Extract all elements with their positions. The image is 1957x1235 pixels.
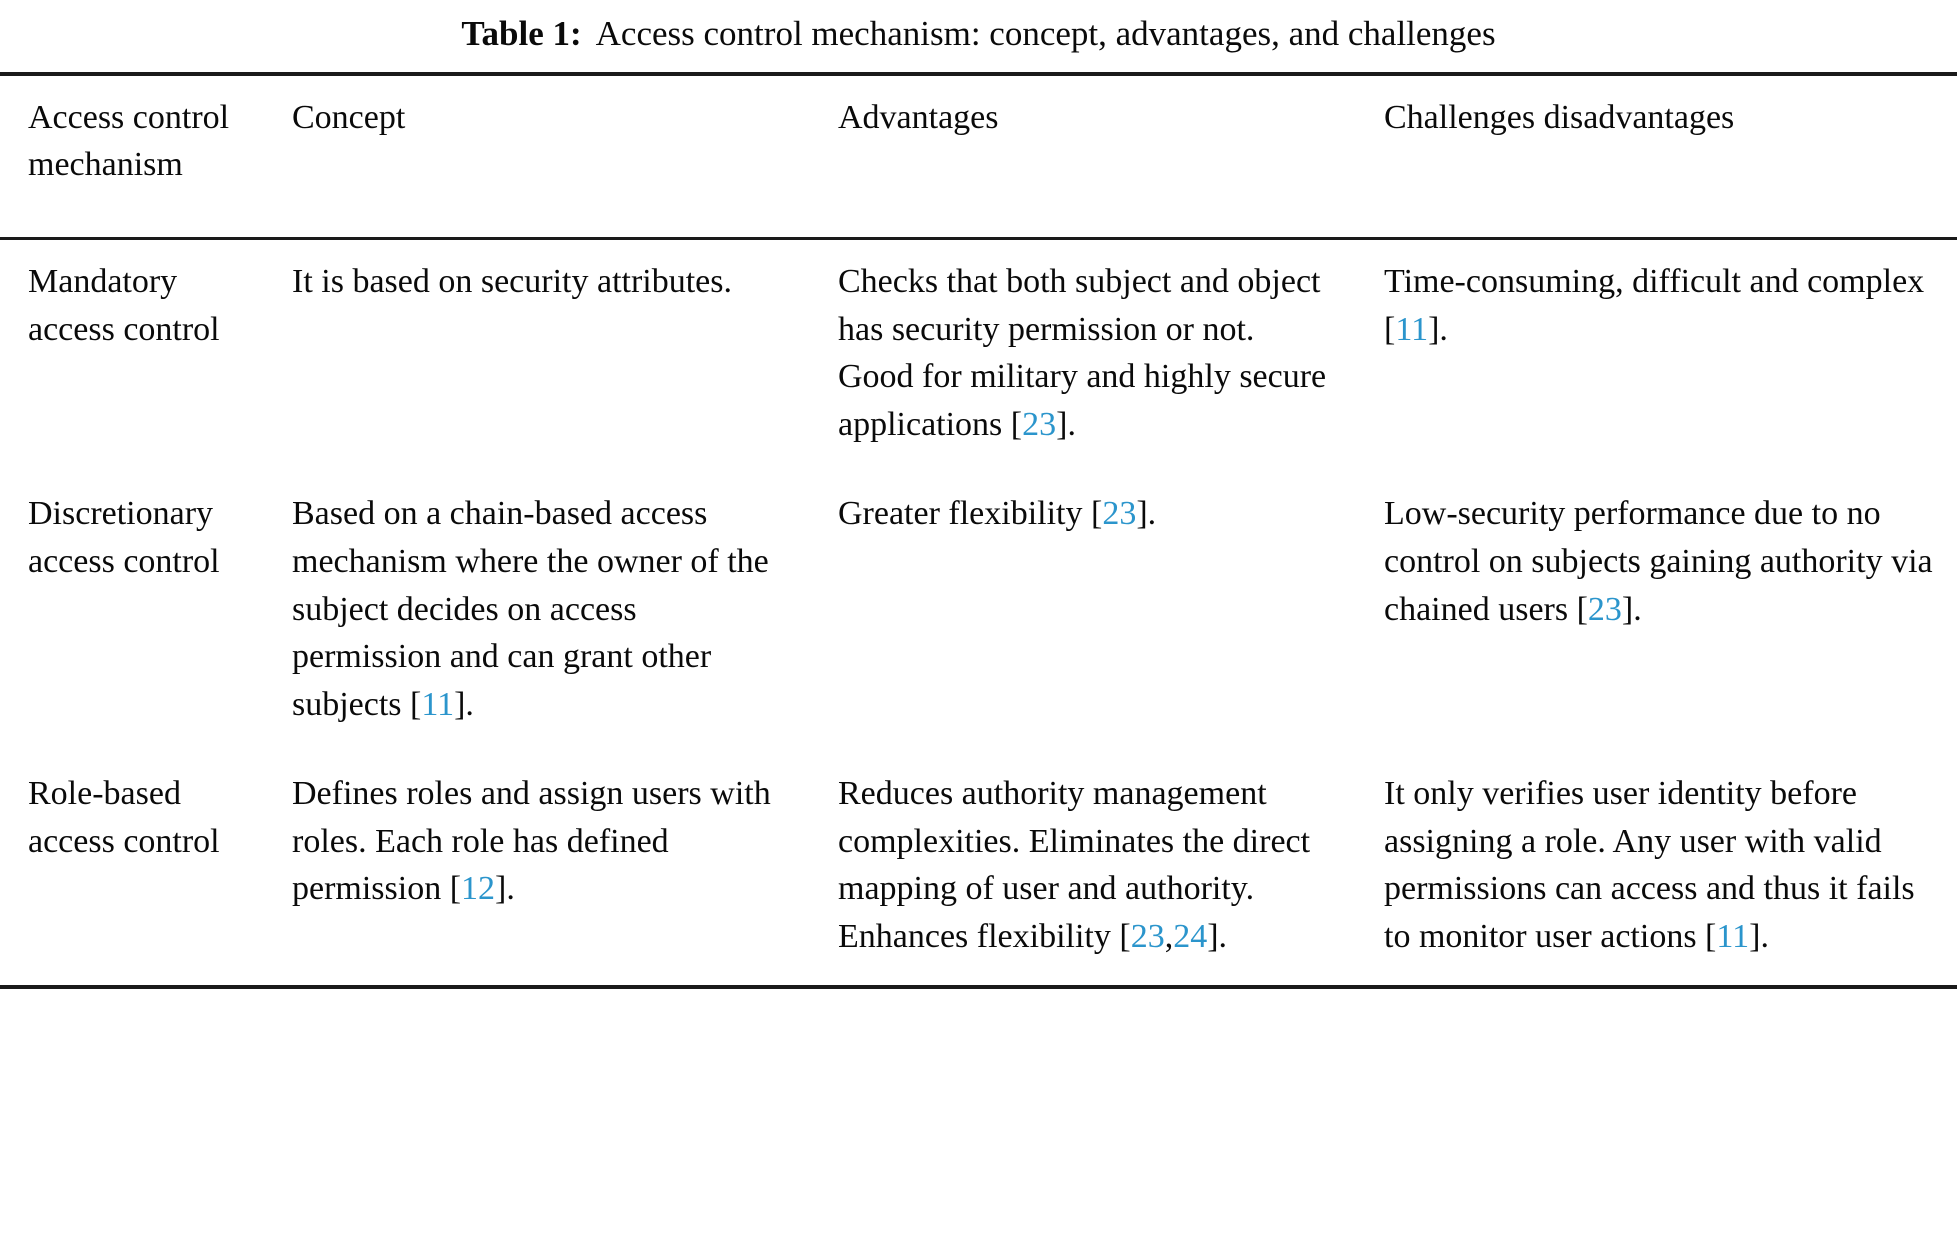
cell-text: ,: [1164, 918, 1174, 956]
cell-mechanism: [0, 238, 292, 472]
header-cell-concept: Concept: [292, 74, 838, 239]
cell-text: ].: [1749, 918, 1769, 956]
citation-ref[interactable]: 24: [1173, 918, 1208, 956]
citation-ref[interactable]: 23: [1102, 495, 1137, 533]
cell-text: Time-consuming, difficult and complex [: [1384, 262, 1925, 348]
cell-mechanism: [0, 472, 292, 752]
table-row-role-based: [0, 752, 1957, 986]
cell-challenges: [1384, 472, 1957, 752]
cell-advantages: [838, 238, 1384, 472]
cell-text: Role-based access control: [28, 775, 220, 860]
header-cell-mechanism: Access control mechanism: [0, 74, 292, 239]
citation-ref[interactable]: 23: [1022, 405, 1057, 443]
cell-text: Defines roles and assign users with roles. Each role has defined permission [: [292, 775, 771, 908]
table-row-mandatory: [0, 238, 1957, 472]
cell-text: It only verifies user identity before assigning a role. Any user with valid permissions can access and thus it fails to monitor user actions [: [1384, 775, 1915, 956]
header-cell-challenges: Challenges disadvantages: [1384, 74, 1957, 239]
header-cell-advantages: Advantages: [838, 74, 1384, 239]
cell-concept: [292, 472, 838, 752]
cell-text: ].: [454, 685, 474, 723]
citation-ref[interactable]: 23: [1130, 918, 1165, 956]
cell-text: Checks that both subject and object has security permission or not. Good for military and highly secure applications [: [838, 262, 1327, 443]
cell-text: ].: [1056, 405, 1076, 443]
access-control-table: [0, 72, 1957, 989]
header-row: [0, 74, 1957, 239]
cell-text: Greater flexibility [: [838, 495, 1103, 533]
cell-challenges: [1384, 238, 1957, 472]
cell-text: ].: [1207, 918, 1228, 956]
cell-challenges: [1384, 752, 1957, 986]
citation-ref[interactable]: 12: [461, 870, 496, 908]
cell-advantages: [838, 472, 1384, 752]
citation-ref[interactable]: 11: [1716, 918, 1750, 956]
cell-concept: [292, 752, 838, 986]
table-caption-label: Table 1:: [461, 14, 582, 53]
cell-text: ].: [1136, 495, 1157, 533]
cell-concept: [292, 238, 838, 472]
cell-advantages: [838, 752, 1384, 986]
cell-text: ].: [495, 870, 515, 908]
cell-text: ].: [1428, 310, 1448, 348]
cell-text: It is based on security attributes.: [292, 262, 733, 300]
cell-mechanism: [0, 752, 292, 986]
cell-text: Based on a chain-based access mechanism where the owner of the subject decides on access permission and can grant other subjects [: [292, 495, 769, 723]
cell-text: Discretionary access control: [28, 495, 220, 580]
table-row-discretionary: [0, 472, 1957, 752]
citation-ref[interactable]: 11: [421, 685, 455, 723]
cell-text: Low-security performance due to no control on subjects gaining authority via chained users [: [1384, 495, 1933, 628]
cell-text: ].: [1621, 590, 1642, 628]
table-caption: [0, 0, 1957, 72]
citation-ref[interactable]: 23: [1587, 590, 1622, 628]
table-caption-text: Access control mechanism: concept, advantages, and challenges: [595, 14, 1496, 53]
citation-ref[interactable]: 11: [1395, 310, 1429, 348]
cell-text: Mandatory access control: [28, 262, 220, 348]
cell-text: Reduces authority management complexities. Eliminates the direct mapping of user and authority. Enhances flexibility [: [838, 775, 1311, 956]
